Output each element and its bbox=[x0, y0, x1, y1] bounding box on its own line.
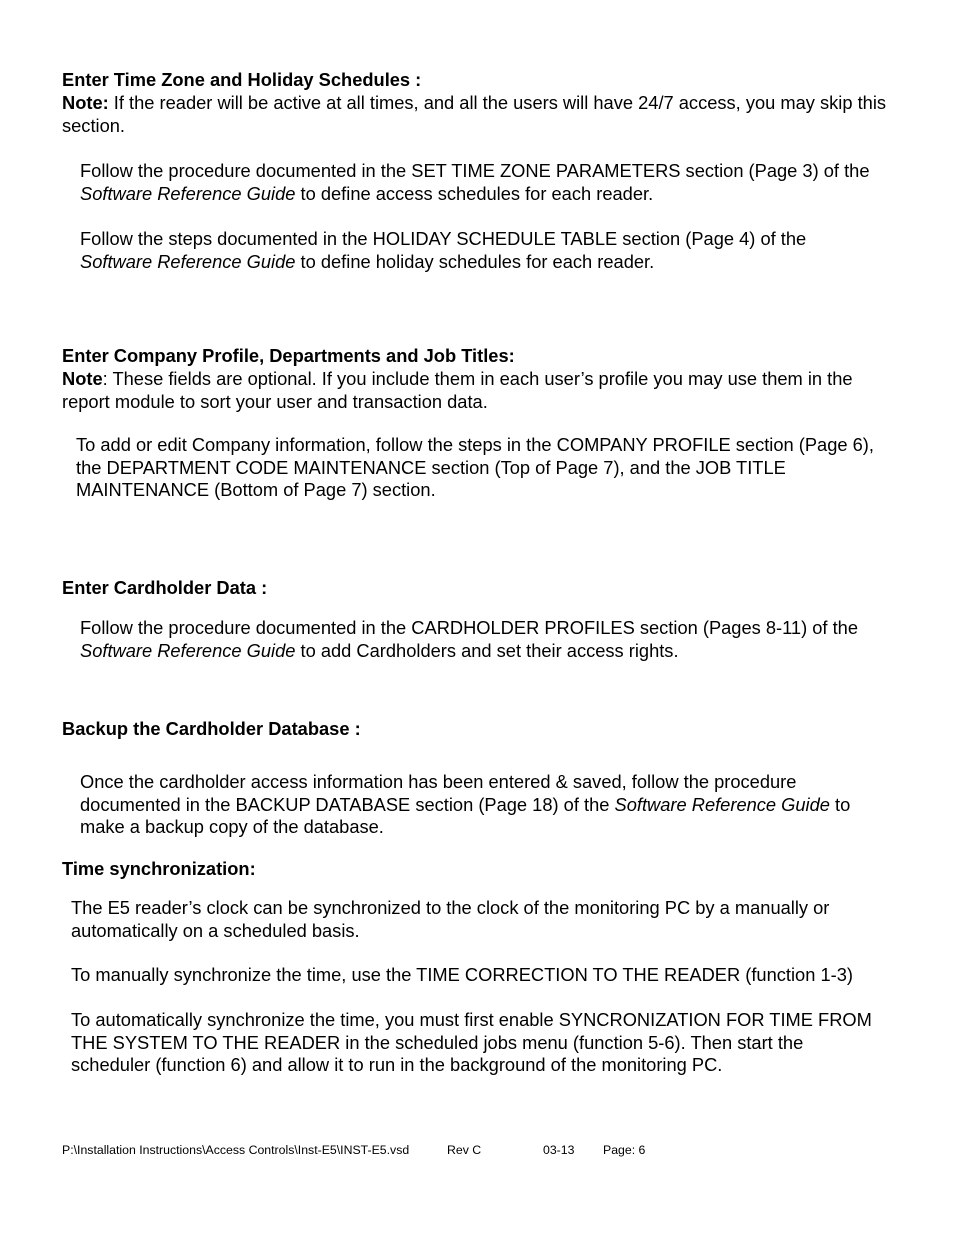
time-sync-paragraph-1: The E5 reader’s clock can be synchronized to the clock of the monitoring PC by a manually or automatically on a scheduled basis. bbox=[71, 897, 830, 941]
cardholder-p1-guide-title: Software Reference Guide bbox=[80, 639, 296, 661]
footer-page-number: Page: 6 bbox=[603, 1143, 646, 1157]
tz-p2-text-end: to define holiday schedules for each reader. bbox=[295, 250, 655, 272]
backup-paragraph-1 bbox=[80, 771, 890, 839]
tz-note bbox=[62, 92, 892, 137]
footer-date: 03-13 bbox=[543, 1143, 575, 1157]
tz-p2-text: Follow the steps documented in the HOLIDAY SCHEDULE TABLE section (Page 4) of the bbox=[80, 228, 807, 249]
company-note-label: Note bbox=[62, 368, 103, 389]
backup-p1-text: Once the cardholder access information has been entered & saved, follow the procedure documented in the BACKUP DATABASE section (Page 18) of the bbox=[80, 771, 797, 815]
footer-file-path: P:\Installation Instructions\Access Controls\Inst-E5\INST-E5.vsd bbox=[62, 1143, 410, 1157]
company-note bbox=[62, 368, 887, 413]
tz-paragraph-1 bbox=[80, 160, 910, 205]
cardholder-p1-text-end: to add Cardholders and set their access rights. bbox=[295, 639, 679, 661]
time-sync-paragraph-2: To manually synchronize the time, use the TIME CORRECTION TO THE READER (function 1-3) bbox=[71, 964, 853, 985]
tz-paragraph-2 bbox=[80, 228, 880, 273]
tz-note-text: If the reader will be active at all times, and all the users will have 24/7 access, you may skip this section. bbox=[62, 92, 887, 136]
company-heading: Enter Company Profile, Departments and Job Titles: bbox=[62, 345, 515, 366]
cardholder-heading: Enter Cardholder Data : bbox=[62, 577, 268, 598]
backup-p1-text-end: to make a backup copy of the database. bbox=[80, 793, 851, 837]
cardholder-p1-text: Follow the procedure documented in the CARDHOLDER PROFILES section (Pages 8-11) of the bbox=[80, 617, 858, 638]
backup-heading: Backup the Cardholder Database : bbox=[62, 718, 361, 739]
tz-p1-text: Follow the procedure documented in the SET TIME ZONE PARAMETERS section (Page 3) of the bbox=[80, 160, 870, 181]
tz-heading: Enter Time Zone and Holiday Schedules : bbox=[62, 69, 422, 90]
company-note-text: : These fields are optional. If you include them in each user’s profile you may use them in the report module to sort your user and transaction data. bbox=[62, 368, 853, 412]
time-sync-heading: Time synchronization: bbox=[62, 858, 256, 879]
tz-p1-guide-title: Software Reference Guide bbox=[80, 182, 296, 204]
backup-p1-guide-title: Software Reference Guide bbox=[614, 793, 830, 815]
footer-revision: Rev C bbox=[447, 1143, 482, 1157]
company-paragraph-1: To add or edit Company information, follow the steps in the COMPANY PROFILE section (Page 6), the DEPARTMENT CODE MAINTENANCE section (Top of Page 7), and the JOB TITLE MAINTENANCE (Bottom of Page 7) section. bbox=[76, 434, 874, 500]
tz-p1-text-end: to define access schedules for each reader. bbox=[295, 182, 654, 204]
tz-p2-guide-title: Software Reference Guide bbox=[80, 250, 296, 272]
time-sync-paragraph-3: To automatically synchronize the time, you must first enable SYNCRONIZATION FOR TIME FROM THE SYSTEM TO THE READER in the scheduled jobs menu (function 5-6). Then start the scheduler (function 6) and allow it to run in the background of the monitoring PC. bbox=[71, 1009, 872, 1075]
cardholder-paragraph-1 bbox=[80, 617, 900, 662]
tz-note-label: Note: bbox=[62, 92, 109, 113]
